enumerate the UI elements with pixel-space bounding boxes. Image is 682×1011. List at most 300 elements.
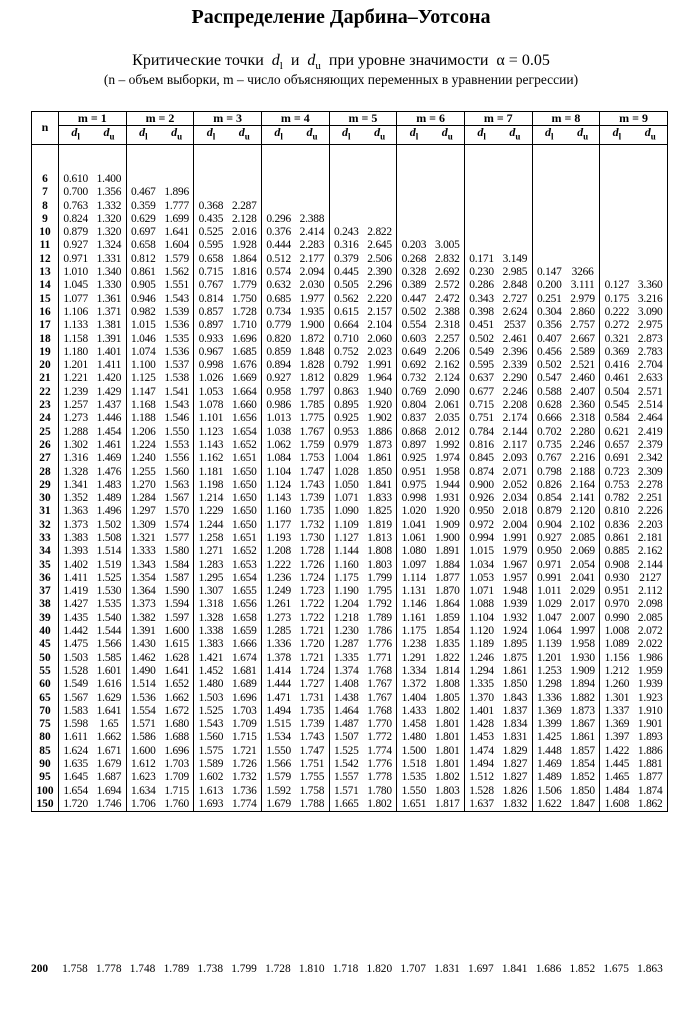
table-cell: [397, 173, 431, 186]
table-cell: 1.503: [198, 691, 224, 704]
row-n-cell: 18: [32, 333, 59, 346]
table-cell: [532, 173, 566, 186]
table-cell: 2.069: [566, 545, 600, 558]
table-cell: 0.677: [469, 385, 494, 398]
table-cell: 2.004: [498, 519, 532, 532]
table-cell: 0.868: [401, 425, 427, 438]
table-cell: 2.460: [566, 372, 600, 385]
table-cell: 1.515: [266, 718, 291, 731]
table-cell: 0.975: [401, 478, 427, 491]
table-cell: 1.461: [92, 439, 126, 452]
table-cell: 1.106: [63, 305, 88, 318]
table-cell: 1.015: [131, 319, 156, 332]
table-cell: 1.175: [333, 571, 359, 584]
table-cell: 1.201: [63, 359, 88, 372]
table-cell: 2.419: [634, 426, 668, 439]
row-n-cell: 13: [32, 266, 59, 279]
table-cell: 1.425: [536, 731, 562, 744]
table-cell: 1.503: [63, 651, 88, 664]
table-cell: 1.391: [92, 333, 126, 346]
table-cell: 1.901: [634, 718, 668, 731]
table-cell: 1.218: [333, 611, 359, 624]
table-cell: 1.378: [266, 651, 291, 664]
table-cell: 1.803: [363, 559, 397, 572]
table-cell: 2.141: [566, 492, 600, 505]
table-cell: 1.537: [160, 359, 194, 372]
table-cell: 0.629: [131, 212, 156, 225]
table-cell: 1.404: [401, 691, 427, 704]
table-cell: 2.396: [498, 346, 532, 359]
table-cell: 1.822: [431, 652, 465, 665]
table-cell: 1.693: [194, 798, 228, 812]
row-n-cell: 29: [32, 479, 59, 492]
table-cell: 2.052: [498, 479, 532, 492]
table-cell: 2.208: [498, 399, 532, 412]
header-dl-m5: $d_l$: [329, 126, 363, 145]
table-cell: 1.659: [228, 625, 262, 638]
table-cell: 1.579: [160, 253, 194, 266]
table-cell: 0.243: [333, 226, 359, 239]
table-cell: [634, 266, 668, 279]
table-cell: 1.986: [634, 652, 668, 665]
table-cell: 1.873: [566, 705, 600, 718]
table-cell: 1.421: [198, 651, 224, 664]
table-cell: 0.343: [469, 292, 494, 305]
table-cell: 1.335: [333, 651, 359, 664]
table-cell: 0.826: [536, 478, 562, 491]
table-cell: 2.246: [498, 386, 532, 399]
table-cell: [160, 173, 194, 186]
table-row: [32, 718, 668, 731]
table-cell: 1.723: [295, 585, 329, 598]
table-cell: 1.369: [536, 704, 562, 717]
row-n-cell: 27: [32, 452, 59, 465]
header-dl-m8: $d_l$: [532, 126, 566, 145]
table-cell: 1.133: [63, 319, 88, 332]
table-cell: 0.879: [536, 505, 562, 518]
table-cell: 0.857: [198, 305, 224, 318]
table-cell: 1.078: [198, 399, 224, 412]
table-cell: 1.884: [431, 559, 465, 572]
table-cell: 0.753: [604, 478, 630, 491]
table-cell: 1.469: [536, 758, 562, 771]
table-cell: 2.144: [498, 426, 532, 439]
table-cell: 1.931: [431, 492, 465, 505]
table-cell: [498, 213, 532, 226]
table-cell: [600, 213, 634, 226]
table-cell: 1.487: [333, 718, 359, 731]
table-cell: 1.720: [59, 798, 93, 812]
row-n-cell: 25: [32, 426, 59, 439]
table-cell: 1.597: [160, 612, 194, 625]
table-cell: 1.089: [604, 638, 630, 651]
table-cell: 1.886: [634, 745, 668, 758]
table-cell: 3.360: [634, 279, 668, 292]
table-cell: 0.328: [401, 266, 427, 279]
table-cell: 1.654: [228, 572, 262, 585]
table-cell: 1.419: [63, 585, 88, 598]
table-cell: 1.541: [160, 386, 194, 399]
table-cell: 2.072: [634, 625, 668, 638]
row-n-cell: 70: [32, 705, 59, 718]
table-cell: 1.940: [363, 386, 397, 399]
table-cell: [295, 173, 329, 186]
table-cell: 2.206: [431, 346, 465, 359]
table-cell: 3266: [566, 266, 600, 279]
row-n-cell: 7: [32, 186, 59, 199]
table-cell: 0.723: [604, 465, 630, 478]
table-cell: 0.147: [536, 266, 562, 279]
table-cell: 2.257: [431, 333, 465, 346]
table-cell: 1.602: [198, 771, 224, 784]
table-cell: 2.251: [634, 492, 668, 505]
table-cell: 1.770: [363, 718, 397, 731]
row-n-cell: 16: [32, 306, 59, 319]
table-row: [32, 239, 668, 252]
table-cell: 1.177: [266, 518, 291, 531]
table-cell: [566, 213, 600, 226]
table-cell: 1.641: [92, 705, 126, 718]
table-cell: 1.743: [295, 479, 329, 492]
table-cell: 1.370: [469, 691, 494, 704]
table-cell: 3.090: [634, 306, 668, 319]
table-cell: 1.894: [566, 678, 600, 691]
table-cell: 1.334: [401, 664, 427, 677]
table-cell: 1.720: [295, 638, 329, 651]
table-cell: 1.732: [228, 771, 262, 784]
table-cell: [498, 200, 532, 213]
table-cell: 1.662: [160, 692, 194, 705]
table-cell: 1.739: [295, 492, 329, 505]
table-cell: 1.287: [333, 638, 359, 651]
table-cell: 1.230: [333, 625, 359, 638]
table-cell: 0.925: [401, 452, 427, 465]
row-n-cell: 90: [32, 758, 59, 771]
table-cell: 1.147: [131, 385, 156, 398]
table-cell: [329, 186, 363, 199]
subtitle-mid: и: [290, 52, 300, 69]
table-cell: 1.318: [198, 598, 224, 611]
table-cell: 0.930: [604, 571, 630, 584]
table-cell: 1.489: [92, 492, 126, 505]
table-cell: 2.624: [498, 306, 532, 319]
table-cell: 1.837: [498, 705, 532, 718]
table-cell: 1.020: [401, 505, 427, 518]
table-cell: 1.795: [363, 585, 397, 598]
table-cell: 0.628: [536, 399, 562, 412]
table-cell: 2.633: [634, 372, 668, 385]
table-cell: [600, 239, 634, 252]
table-cell: 1.508: [92, 532, 126, 545]
table-cell: 1.801: [431, 745, 465, 758]
table-cell: 1.715: [228, 731, 262, 744]
table-cell: 0.502: [536, 359, 562, 372]
table-cell: 1.864: [228, 253, 262, 266]
table-cell: 1.882: [566, 692, 600, 705]
table-cell: 1.909: [566, 665, 600, 678]
table-row: [32, 213, 668, 226]
table-cell: 1.655: [228, 585, 262, 598]
table-cell: 1.123: [198, 425, 224, 438]
table-cell: 1.238: [401, 638, 427, 651]
table-cell: 0.837: [401, 412, 427, 425]
table-cell: 2.342: [634, 452, 668, 465]
row-n-cell: 55: [32, 665, 59, 678]
table-cell: 0.512: [266, 252, 291, 265]
table-cell: 0.685: [266, 292, 291, 305]
table-cell: 1.371: [92, 306, 126, 319]
table-cell: 0.637: [469, 372, 494, 385]
table-cell: 1.026: [198, 372, 224, 385]
table-cell: 1.015: [469, 545, 494, 558]
table-cell: 1.935: [295, 306, 329, 319]
table-cell: 1.273: [266, 611, 291, 624]
table-cell: 1.550: [160, 426, 194, 439]
row-n-cell: 50: [32, 652, 59, 665]
table-cell: 1.330: [92, 279, 126, 292]
table-cell: 1.728: [265, 963, 291, 975]
table-cell: 1.654: [228, 426, 262, 439]
table-cell: 1.801: [431, 718, 465, 731]
table-cell: 0.861: [131, 266, 156, 279]
table-cell: 1.891: [431, 545, 465, 558]
table-cell: 1.831: [498, 731, 532, 744]
table-cell: 1.608: [600, 798, 634, 812]
table-cell: 2.290: [498, 372, 532, 385]
table-cell: 1.664: [228, 386, 262, 399]
table-cell: 1.337: [604, 704, 630, 717]
table-cell: 1.189: [469, 638, 494, 651]
table-cell: 1.162: [198, 452, 224, 465]
table-cell: 1.828: [295, 359, 329, 372]
table-cell: 0.953: [333, 425, 359, 438]
table-cell: 2.098: [634, 598, 668, 611]
table-cell: 1.427: [63, 598, 88, 611]
table-cell: 1.587: [160, 572, 194, 585]
table-cell: 1.046: [131, 332, 156, 345]
table-cell: 1.393: [63, 545, 88, 558]
table-cell: 2.283: [295, 239, 329, 252]
table-cell: 0.905: [131, 279, 156, 292]
table-cell: 1.645: [63, 771, 88, 784]
table-cell: 1.261: [266, 598, 291, 611]
table-cell: [634, 239, 668, 252]
table-cell: 1.977: [295, 293, 329, 306]
table-cell: 1.364: [131, 585, 156, 598]
table-cell: 0.782: [604, 492, 630, 505]
table-cell: 1.585: [92, 652, 126, 665]
table-cell: 0.798: [536, 465, 562, 478]
table-cell: 3.149: [498, 253, 532, 266]
table-cell: 2.464: [634, 412, 668, 425]
table-cell: 1.660: [228, 399, 262, 412]
table-cell: 1.831: [434, 963, 460, 975]
table-cell: 1.307: [198, 585, 224, 598]
table-cell: 0.946: [131, 292, 156, 305]
table-cell: 1.718: [332, 963, 359, 975]
table-cell: 1.180: [63, 345, 88, 358]
table-cell: 2.822: [363, 226, 397, 239]
table-cell: 1.335: [469, 678, 494, 691]
table-cell: 2127: [634, 572, 668, 585]
table-cell: 1.484: [604, 784, 630, 797]
table-cell: 0.845: [469, 452, 494, 465]
table-cell: 0.359: [131, 199, 156, 212]
table-cell: 0.304: [536, 305, 562, 318]
table-cell: 1.651: [397, 798, 431, 812]
table-cell: [532, 213, 566, 226]
table-cell: 0.251: [536, 292, 562, 305]
table-cell: 2.071: [498, 466, 532, 479]
table-cell: 1.778: [95, 963, 122, 975]
table-cell: 0.904: [536, 518, 562, 531]
header-m-3: m = 3: [194, 112, 262, 126]
subtitle-note: (n – объем выборки, m – число объясняющих переменных в уравнении регрессии): [103, 72, 579, 87]
table-cell: [498, 239, 532, 252]
table-cell: 2.704: [634, 359, 668, 372]
table-cell: 2.220: [363, 293, 397, 306]
table-cell: 1.298: [536, 678, 562, 691]
table-row: [32, 426, 668, 439]
table-cell: 1.930: [566, 652, 600, 665]
table-cell: 1.721: [295, 652, 329, 665]
table-cell: 0.854: [536, 492, 562, 505]
table-cell: 1.550: [401, 784, 427, 797]
table-cell: 1.589: [198, 758, 224, 771]
table-cell: 2.360: [566, 399, 600, 412]
table-row: [32, 625, 668, 638]
table-cell: 1.958: [566, 638, 600, 651]
table-cell: 1.767: [295, 426, 329, 439]
table-cell: 1.570: [160, 505, 194, 518]
table-cell: 1.928: [228, 239, 262, 252]
page-title: Распределение Дарбина–Уотсона: [191, 6, 491, 28]
table-cell: 1.755: [295, 771, 329, 784]
table-cell: 2.571: [634, 386, 668, 399]
table-cell: 1.628: [160, 652, 194, 665]
table-cell: 2.589: [566, 346, 600, 359]
row-n-cell: 80: [32, 731, 59, 744]
table-cell: 0.321: [604, 332, 630, 345]
table-cell: 1.739: [295, 718, 329, 731]
table-cell: 1.768: [363, 665, 397, 678]
table-cell: 1.939: [634, 678, 668, 691]
table-cell: 2.226: [634, 505, 668, 518]
table-cell: 1.799: [363, 572, 397, 585]
table-cell: 1.144: [333, 545, 359, 558]
table-cell: 1.654: [63, 784, 88, 797]
table-cell: 1.288: [63, 425, 88, 438]
table-cell: 1.735: [295, 505, 329, 518]
table-cell: 0.502: [401, 305, 427, 318]
table-cell: 1.402: [63, 558, 88, 571]
table-cell: 1.294: [469, 664, 494, 677]
table-cell: 1.160: [266, 505, 291, 518]
table-cell: 1.902: [363, 412, 397, 425]
table-cell: 1.534: [266, 731, 291, 744]
table-cell: 1.669: [228, 372, 262, 385]
table-cell: 1.249: [266, 585, 291, 598]
table-row: [32, 692, 668, 705]
table-cell: 1.506: [536, 784, 562, 797]
table-cell: 1.414: [266, 664, 291, 677]
table-cell: 1.776: [363, 638, 397, 651]
table-cell: 0.649: [401, 345, 427, 358]
table-cell: 1.688: [160, 731, 194, 744]
table-cell: 1.560: [160, 466, 194, 479]
table-cell: 1.774: [228, 798, 262, 812]
table-cell: 1.802: [431, 771, 465, 784]
table-cell: 1.563: [160, 479, 194, 492]
table-cell: 1.543: [160, 399, 194, 412]
table-cell: 1.735: [295, 705, 329, 718]
table-cell: 1.566: [266, 758, 291, 771]
table-row: [32, 200, 668, 213]
table-cell: 1.175: [401, 625, 427, 638]
table-cell: 0.416: [604, 359, 630, 372]
table-cell: 1.222: [266, 558, 291, 571]
table-cell: 1.514: [131, 678, 156, 691]
table-cell: 1.464: [333, 704, 359, 717]
table-cell: 1.291: [401, 651, 427, 664]
table-row: [32, 412, 668, 425]
table-cell: 1.512: [469, 771, 494, 784]
table-cell: 1.689: [228, 678, 262, 691]
table-cell: 1.528: [63, 664, 88, 677]
table-cell: 1.343: [131, 558, 156, 571]
table-cell: 2.757: [566, 319, 600, 332]
table-cell: 1.758: [295, 785, 329, 798]
table-cell: 1.579: [266, 771, 291, 784]
table-cell: 1.991: [498, 532, 532, 545]
table-cell: 2.060: [363, 333, 397, 346]
table-cell: 1.771: [363, 652, 397, 665]
table-cell: 0.203: [401, 239, 427, 252]
table-cell: 0.927: [536, 532, 562, 544]
table-cell: 1.208: [266, 545, 291, 558]
table-cell: 2.117: [498, 439, 532, 452]
table-cell: 1.743: [295, 731, 329, 744]
table-cell: 1.686: [535, 963, 562, 975]
table-cell: 0.908: [604, 558, 630, 571]
table-cell: [431, 186, 465, 199]
table-cell: 1.774: [363, 745, 397, 758]
table-cell: 2.407: [566, 386, 600, 399]
table-cell: 1.637: [464, 798, 498, 812]
table-cell: 2.112: [634, 585, 668, 598]
table-cell: 0.998: [401, 492, 427, 505]
header-du-m5: $d_u$: [363, 126, 397, 145]
table-cell: 1.437: [92, 399, 126, 412]
table-cell: 1.550: [266, 744, 291, 757]
table-cell: 1.653: [228, 559, 262, 572]
table-cell: 1.097: [401, 558, 427, 571]
table-cell: 1.109: [333, 518, 359, 531]
table-cell: 1.369: [604, 718, 630, 731]
table-cell: 1.336: [266, 638, 291, 651]
table-cell: [532, 239, 566, 252]
table-cell: [261, 186, 295, 199]
table-cell: 1.193: [266, 532, 291, 544]
table-cell: 1.567: [63, 691, 88, 704]
table-cell: 2.104: [363, 319, 397, 332]
table-cell: 1.910: [634, 705, 668, 718]
table-cell: 0.710: [333, 332, 359, 345]
row-n-cell: 9: [32, 213, 59, 226]
table-cell: 1.727: [295, 678, 329, 691]
table-cell: 1.615: [160, 638, 194, 651]
table-cell: 1.779: [228, 279, 262, 292]
